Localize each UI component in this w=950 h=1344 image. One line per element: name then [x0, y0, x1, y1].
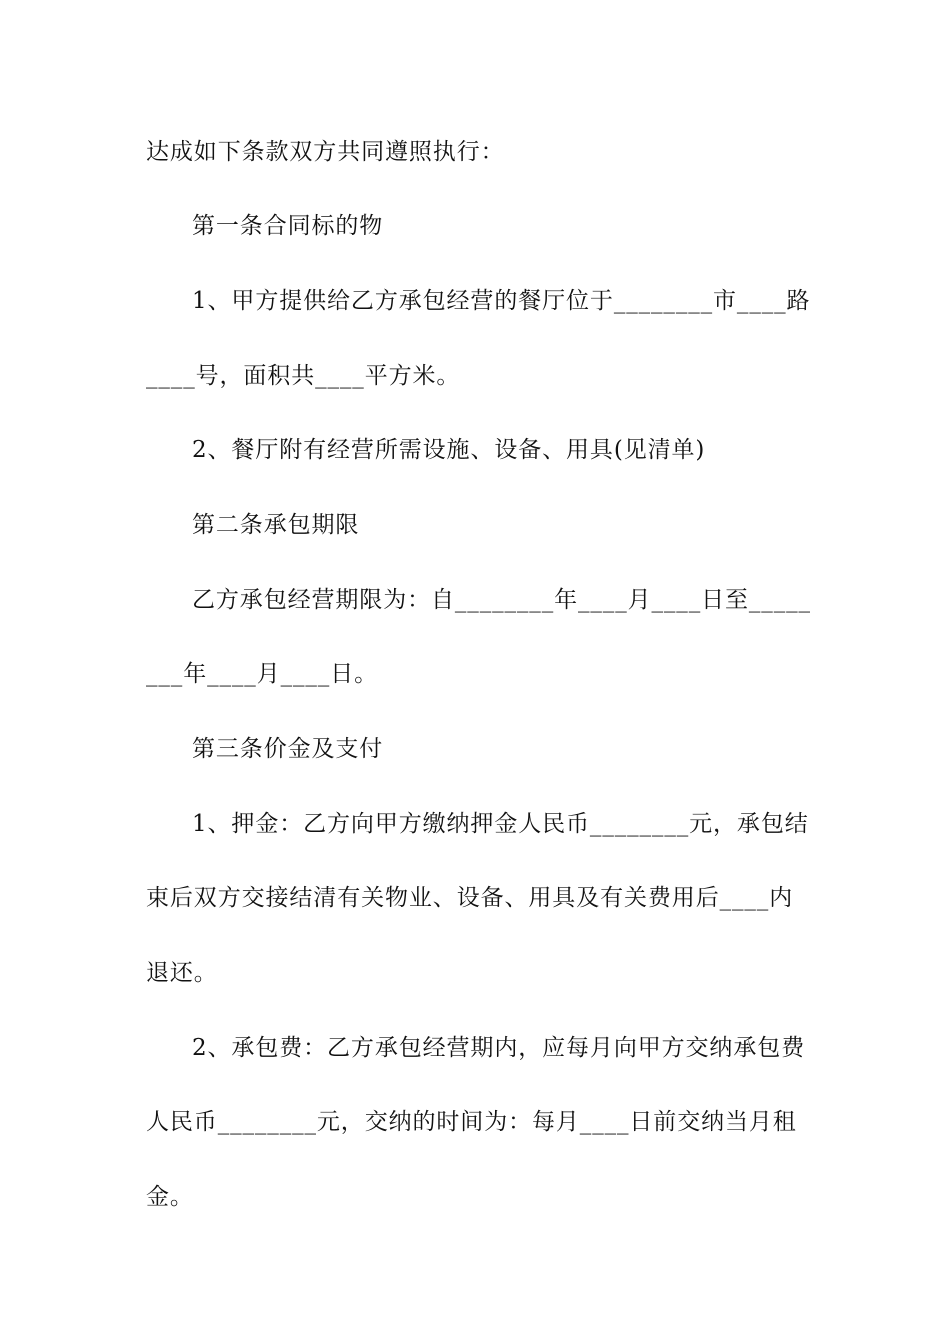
article-3-item-2-cont: 人民币________元，交纳的时间为：每月____日前交纳当月租	[146, 1109, 797, 1135]
article-2-term: 乙方承包经营期限为：自________年____月____日至_____	[192, 587, 811, 613]
article-1-item-1: 1、甲方提供给乙方承包经营的餐厅位于________市____路	[192, 288, 811, 314]
article-1-heading: 第一条合同标的物	[192, 213, 384, 239]
article-3-item-1-end: 退还。	[146, 960, 218, 986]
article-2-heading: 第二条承包期限	[192, 512, 360, 538]
intro-line: 达成如下条款双方共同遵照执行：	[146, 139, 505, 165]
article-3-heading: 第三条价金及支付	[192, 736, 384, 762]
article-3-item-1-cont: 束后双方交接结清有关物业、设备、用具及有关费用后____内	[146, 885, 794, 911]
article-2-term-cont: ___年____月____日。	[146, 661, 378, 687]
article-3-item-1: 1、押金：乙方向甲方缴纳押金人民币________元，承包结	[192, 811, 809, 837]
article-3-item-2-end: 金。	[146, 1184, 194, 1210]
article-1-item-2: 2、餐厅附有经营所需设施、设备、用具(见清单)	[192, 437, 706, 463]
article-1-item-1-cont: ____号，面积共____平方米。	[146, 363, 461, 389]
article-3-item-2: 2、承包费：乙方承包经营期内，应每月向甲方交纳承包费	[192, 1035, 806, 1061]
